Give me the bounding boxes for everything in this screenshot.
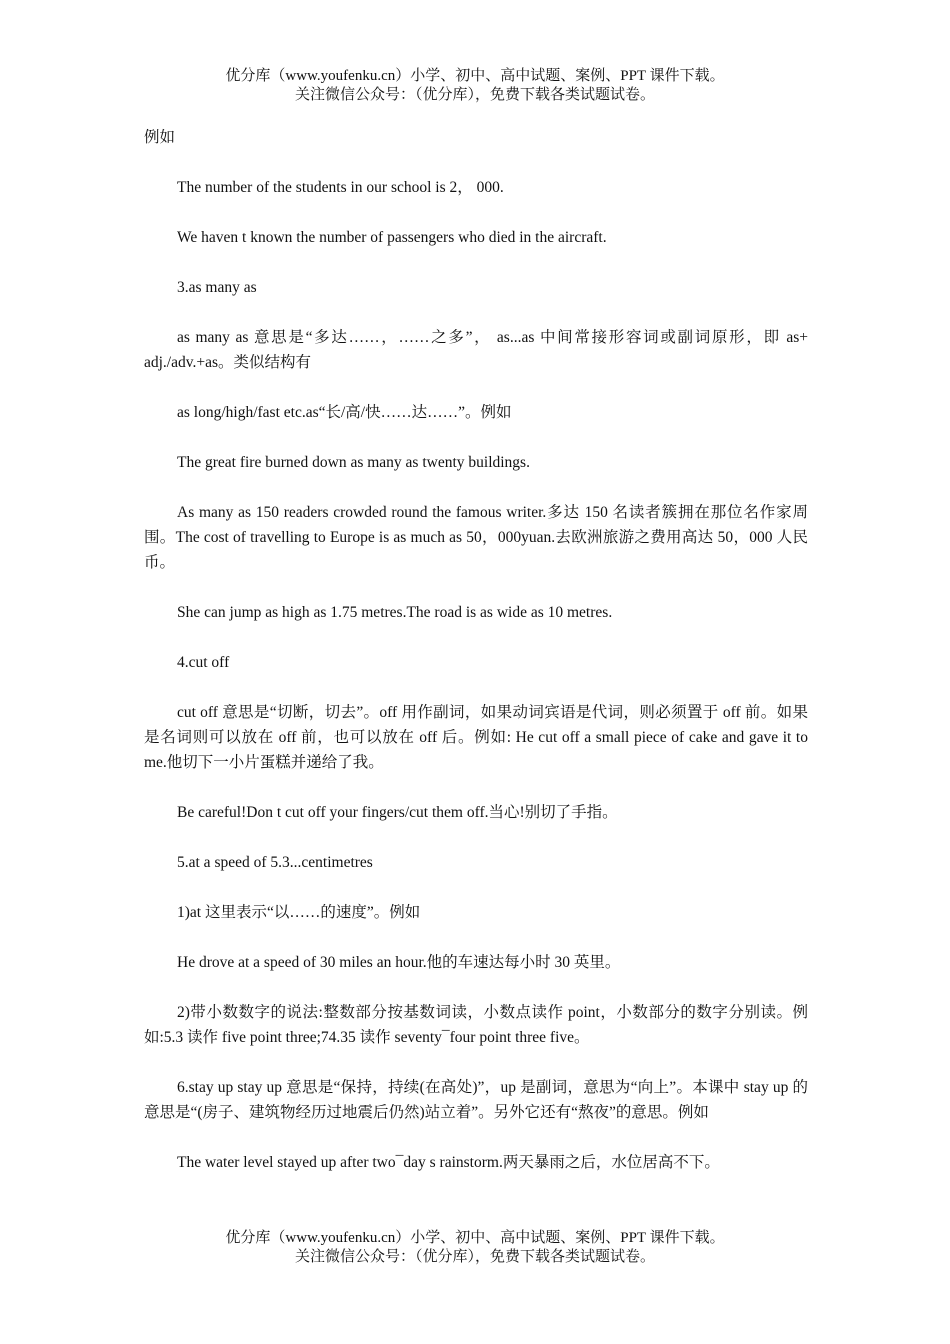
page-footer	[0, 1229, 950, 1267]
paragraph-similar-structures: as long/high/fast etc.as“长/高/快……达……”。例如	[177, 404, 512, 421]
paragraph-example-passengers: We haven t known the number of passengers who died in the aircraft.	[177, 229, 607, 246]
footer-line-1: 优分库（www.youfenku.cn）小学、初中、高中试题、案例、PPT 课件下载。	[225, 1230, 725, 1246]
paragraph-as-many-as-explanation: as many as 意思是“多达……，……之多”， as...as 中间常接形容词或副词原形，即 as+ adj./adv.+as。类似结构有	[144, 329, 808, 371]
header-line-1: 优分库（www.youfenku.cn）小学、初中、高中试题、案例、PPT 课件下载。	[225, 68, 725, 84]
paragraph-example-jump: She can jump as high as 1.75 metres.The road is as wide as 10 metres.	[177, 604, 613, 621]
paragraph-example-drove: He drove at a speed of 30 miles an hour.他的车速达每小时 30 英里。	[177, 954, 621, 971]
paragraph-example-students: The number of the students in our school is 2， 000.	[177, 179, 504, 196]
paragraph-example-readers: As many as 150 readers crowded round the famous writer.多达 150 名读者簇拥在那位名作家周围。The cost of travelling to Europe is as much as 50，000yuan.去欧洲旅游之费用高达 50，000 人民币。	[144, 504, 808, 571]
paragraph-example-water-level: The water level stayed up after two¯day s rainstorm.两天暴雨之后，水位居高不下。	[177, 1154, 720, 1171]
paragraph-example-careful: Be careful!Don t cut off your fingers/cut them off.当心!别切了手指。	[177, 804, 618, 821]
header-line-2: 关注微信公众号：（优分库），免费下载各类试题试卷。	[294, 87, 655, 103]
paragraph-at-meaning: 1)at 这里表示“以……的速度”。例如	[177, 904, 421, 921]
page-header	[0, 67, 950, 105]
footer-line-2: 关注微信公众号：（优分库），免费下载各类试题试卷。	[294, 1249, 655, 1265]
paragraph-example-fire: The great fire burned down as many as twenty buildings.	[177, 454, 530, 471]
section-heading-cut-off: 4.cut off	[177, 654, 230, 671]
section-stay-up-explanation: 6.stay up stay up 意思是“保持，持续(在高处)”，up 是副词，意思为“向上”。本课中 stay up 的意思是“(房子、建筑物经历过地震后仍然)站立着”。另外它还有“熬夜”的意思。例如	[144, 1079, 808, 1121]
document-body	[144, 125, 808, 1200]
section-heading-as-many-as: 3.as many as	[177, 279, 257, 296]
paragraph-cut-off-explanation: cut off 意思是“切断，切去”。off 用作副词，如果动词宾语是代词，则必须置于 off 前。如果是名词则可以放在 off 前，也可以放在 off 后。例如: He cut off a small piece of cake and gave it to me.他切下一小片蛋糕并递给了我。	[144, 704, 808, 771]
paragraph-decimal-reading: 2)带小数数字的说法:整数部分按基数词读，小数点读作 point，小数部分的数字分别读。例如:5.3 读作 five point three;74.35 读作 seventy¯four point three five。	[144, 1004, 808, 1046]
paragraph-example-label: 例如	[144, 129, 176, 146]
section-heading-at-a-speed: 5.at a speed of 5.3...centimetres	[177, 854, 373, 871]
